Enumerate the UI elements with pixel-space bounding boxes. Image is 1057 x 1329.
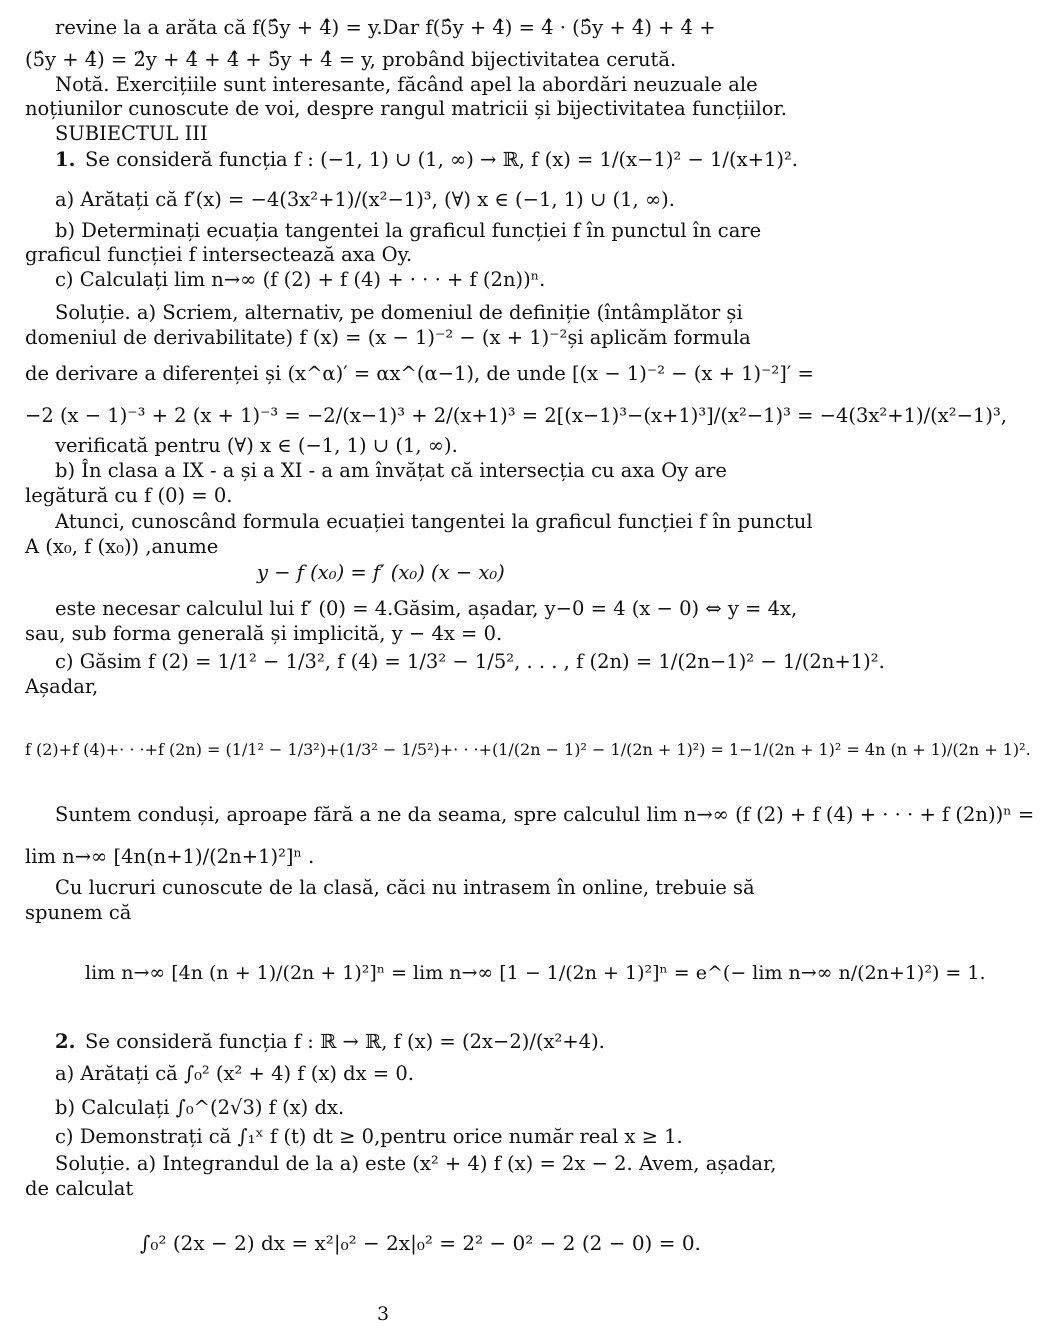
text-line: Soluție. a) Integrandul de la a) este (x² + 4) f (x) = 2x − 2. Avem, așadar,	[55, 1152, 777, 1175]
problem-number: 2.	[55, 1030, 76, 1053]
text-line: (5̂y + 4̂) = 2̂y + 4̂ + 4̂ + 5̂y + 4̂ = y, probând bijectivitatea cerută.	[25, 48, 677, 71]
text-line: A (x₀, f (x₀)) ,anume	[25, 535, 219, 558]
display-equation: ∫₀² (2x − 2) dx = x²|₀² − 2x|₀² = 2² − 0² − 2 (2 − 0) = 0.	[140, 1231, 701, 1255]
text-line: c) Găsim f (2) = 1/1² − 1/3², f (4) = 1/3² − 1/5², . . . , f (2n) = 1/(2n−1)² − 1/(2n+1)².	[55, 650, 885, 673]
text-line: Cu lucruri cunoscute de la clasă, căci nu intrasem în online, trebuie să	[55, 876, 755, 899]
text-line: a) Arătați că ∫₀² (x² + 4) f (x) dx = 0.	[55, 1062, 414, 1085]
text-line: spunem că	[25, 901, 132, 924]
text-line: domeniul de derivabilitate) f (x) = (x − 1)⁻² − (x + 1)⁻²și aplicăm formula	[25, 326, 751, 349]
text-line: b) Determinați ecuația tangentei la graficul funcției f în punctul în care	[55, 219, 762, 242]
text-line: graficul funcției f intersectează axa Oy.	[25, 243, 413, 266]
text-line: legătură cu f (0) = 0.	[25, 484, 233, 507]
text-line: Suntem conduși, aproape fără a ne da seama, spre calculul lim n→∞ (f (2) + f (4) + · · · + f (2n))ⁿ =	[55, 803, 1035, 826]
display-equation: f (2)+f (4)+· · ·+f (2n) = (1/1² − 1/3²)+(1/3² − 1/5²)+· · ·+(1/(2n − 1)² − 1/(2n + 1)²) = 1−1/(2n + 1)² = 4n (n + 1)/(2n + 1)².	[25, 740, 1031, 759]
text-line: Se consideră funcția f : (−1, 1) ∪ (1, ∞) → ℝ, f (x) = 1/(x−1)² − 1/(x+1)².	[85, 148, 798, 171]
text-line: lim n→∞ [4n(n+1)/(2n+1)²]ⁿ .	[25, 845, 315, 868]
text-line: noțiunilor cunoscute de voi, despre rangul matricii și bijectivitatea funcțiilor.	[25, 97, 787, 120]
text-line: c) Calculați lim n→∞ (f (2) + f (4) + · · · + f (2n))ⁿ.	[55, 268, 546, 291]
text-line: Soluție. a) Scriem, alternativ, pe domeniul de definiție (întâmplător și	[55, 301, 743, 324]
text-line: sau, sub forma generală și implicită, y − 4x = 0.	[25, 622, 503, 645]
equation-line: −2 (x − 1)⁻³ + 2 (x + 1)⁻³ = −2/(x−1)³ + 2/(x+1)³ = 2[(x−1)³−(x+1)³]/(x²−1)³ = −4(3x²+1)/(x²−1)³,	[25, 404, 1007, 427]
text-line: revine la a arăta că f(5̂y + 4̂) = y.Dar f(5̂y + 4̂) = 4̂ · (5̂y + 4̂) + 4̂ +	[55, 16, 716, 39]
text-line: b) Calculați ∫₀^(2√3) f (x) dx.	[55, 1096, 345, 1119]
text-line: Se consideră funcția f : ℝ → ℝ, f (x) = (2x−2)/(x²+4).	[85, 1030, 605, 1053]
page-number: 3	[377, 1303, 390, 1325]
problem-number: 1.	[55, 148, 76, 171]
display-equation: y − f (x₀) = f′ (x₀) (x − x₀)	[257, 561, 505, 584]
text-line: a) Arătați că f′(x) = −4(3x²+1)/(x²−1)³, (∀) x ∈ (−1, 1) ∪ (1, ∞).	[55, 188, 675, 211]
section-heading: SUBIECTUL III	[55, 122, 208, 145]
text-line: Notă. Exercițiile sunt interesante, făcând apel la abordări neuzuale ale	[55, 73, 758, 96]
text-line: de calculat	[25, 1177, 134, 1200]
text-line: verificată pentru (∀) x ∈ (−1, 1) ∪ (1, ∞).	[55, 434, 458, 457]
text-line: b) În clasa a IX - a și a XI - a am învățat că intersecția cu axa Oy are	[55, 459, 727, 482]
text-line: c) Demonstrați că ∫₁ˣ f (t) dt ≥ 0,pentru orice număr real x ≥ 1.	[55, 1125, 683, 1148]
text-line: este necesar calculul lui f′ (0) = 4.Găsim, așadar, y−0 = 4 (x − 0) ⇔ y = 4x,	[55, 597, 798, 620]
text-line: Atunci, cunoscând formula ecuației tangentei la graficul funcției f în punctul	[55, 510, 813, 533]
display-equation: lim n→∞ [4n (n + 1)/(2n + 1)²]ⁿ = lim n→∞ [1 − 1/(2n + 1)²]ⁿ = e^(− lim n→∞ n/(2n+1)²) = 1.	[85, 962, 986, 984]
text-line: de derivare a diferenței și (x^α)′ = αx^(α−1), de unde [(x − 1)⁻² − (x + 1)⁻²]′ =	[25, 362, 814, 385]
text-line: Așadar,	[25, 675, 99, 698]
